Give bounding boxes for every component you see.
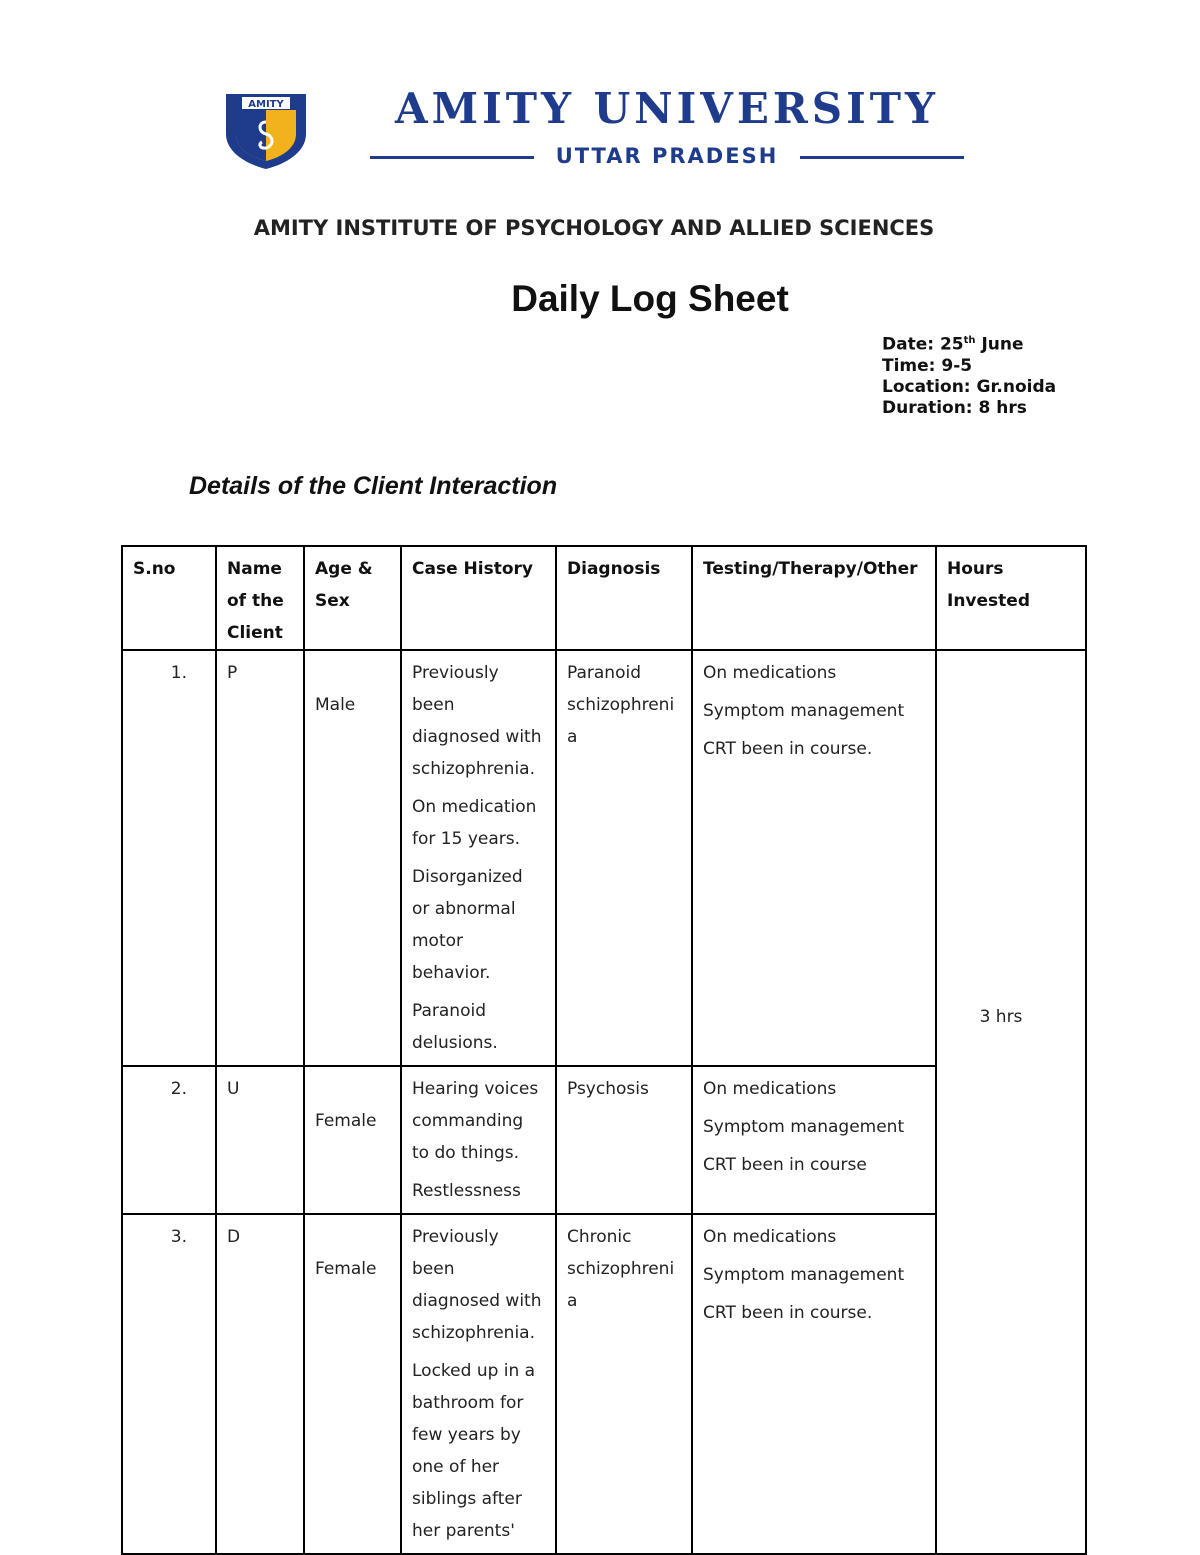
row-sno: 3. [122,1214,216,1554]
row-client-name: P [216,650,304,1066]
row-sno: 2. [122,1066,216,1214]
header-sno: S.no [122,546,216,650]
row-testing: On medications Symptom management CRT been in course [692,1066,936,1214]
meta-date: Date: 25th June [882,334,1024,355]
row-testing: On medications Symptom management CRT been in course. [692,650,936,1066]
row-client-name: D [216,1214,304,1554]
section-heading: Details of the Client Interaction [189,472,558,500]
header-name: Name of the Client [216,546,304,650]
header-diagnosis: Diagnosis [556,546,692,650]
university-logo [222,88,310,170]
table-row [122,650,1086,1066]
row-case-history: Hearing voices commanding to do things. Restlessness [401,1066,556,1214]
session-meta [882,330,1056,419]
row-sno: 1. [122,650,216,1066]
title-rule-left [370,156,534,159]
header-age-sex: Age & Sex [304,546,401,650]
client-log-table [121,545,1087,1555]
row-testing: On medications Symptom management CRT been in course. [692,1214,936,1554]
row-sex: Male [304,650,401,1066]
header-testing: Testing/Therapy/Other [692,546,936,650]
row-sex: Female [304,1214,401,1554]
title-rule-right [800,156,964,159]
row-diagnosis: Paranoid schizophreni a [556,650,692,1066]
document-title: Daily Log Sheet [511,278,789,319]
row-sex: Female [304,1066,401,1214]
meta-location: Location: Gr.noida [882,376,1057,397]
header-case-history: Case History [401,546,556,650]
logo-text: AMITY [248,99,284,110]
row-diagnosis: Psychosis [556,1066,692,1214]
header-hours: Hours Invested [936,546,1086,650]
row-client-name: U [216,1066,304,1214]
meta-time: Time: 9-5 [882,355,973,376]
campus-name: UTTAR PRADESH [555,144,779,168]
hours-invested: 3 hrs [936,650,1086,1554]
table-header-row [122,546,1086,650]
row-case-history: Previously been diagnosed with schizophrenia. On medication for 15 years. Disorganized or abnormal motor behavior. Paranoid delusions. [401,650,556,1066]
row-diagnosis: Chronic schizophreni a [556,1214,692,1554]
row-case-history: Previously been diagnosed with schizophrenia. Locked up in a bathroom for few years by one of her siblings after her parents' [401,1214,556,1554]
university-name: AMITY UNIVERSITY [395,84,939,133]
institute-name: AMITY INSTITUTE OF PSYCHOLOGY AND ALLIED SCIENCES [253,216,935,240]
meta-duration: Duration: 8 hrs [882,397,1027,418]
